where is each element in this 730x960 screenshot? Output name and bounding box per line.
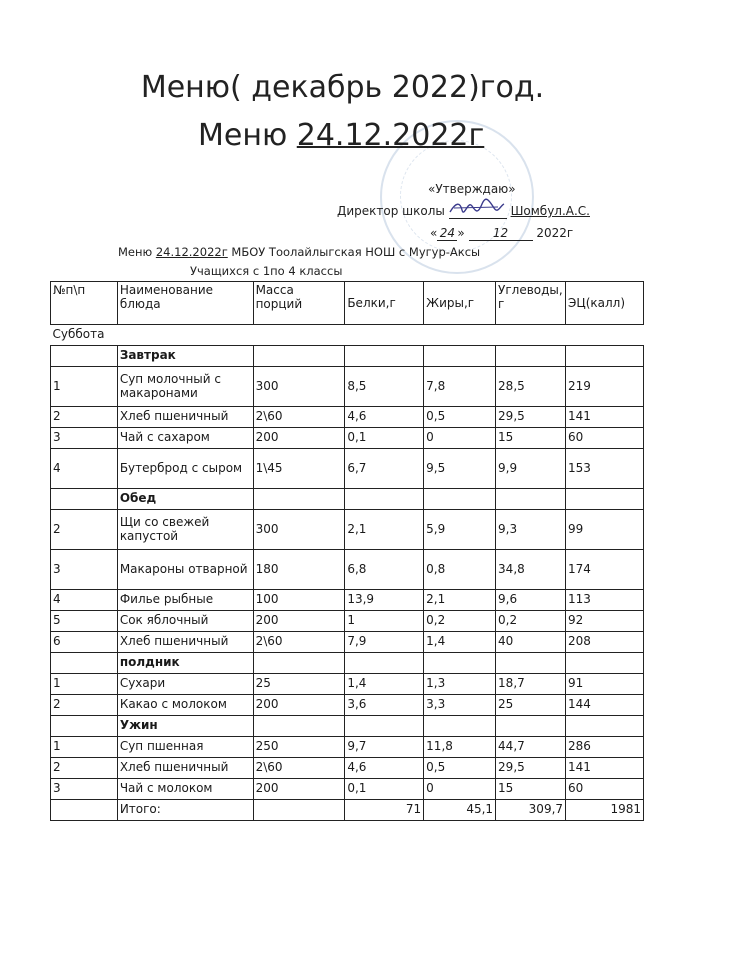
cell-kcal: 91 [566,674,644,695]
total-carb: 309,7 [496,800,566,821]
table-row [51,590,644,611]
empty-cell [566,346,644,367]
cell-dish: Щи со свежей капустой [117,510,253,550]
cell-kcal: 60 [566,428,644,449]
section-name: Ужин [117,716,253,737]
cell-number: 6 [51,632,118,653]
cell-carbs: 9,6 [496,590,566,611]
cell-kcal: 144 [566,695,644,716]
empty-cell [496,653,566,674]
approve-heading: «Утверждаю» [428,182,516,196]
cell-number: 5 [51,611,118,632]
cell-carbs: 0,2 [496,611,566,632]
empty-cell [51,346,118,367]
cell-number: 4 [51,590,118,611]
empty-cell [566,653,644,674]
cell-mass: 200 [253,428,345,449]
table-row [51,695,644,716]
cell-protein: 3,6 [345,695,424,716]
menu-date: 24.12.2022г [296,118,485,153]
empty-cell [345,489,424,510]
page-subtitle [198,118,484,153]
empty-cell [51,716,118,737]
cell-carbs: 15 [496,779,566,800]
table-row [51,449,644,489]
subheading-prefix: Меню [118,245,156,259]
cell-kcal: 174 [566,550,644,590]
director-name: Шомбул.А.С. [510,204,590,218]
table-row [51,550,644,590]
total-protein: 71 [345,800,424,821]
empty-cell [566,489,644,510]
cell-mass: 1\45 [253,449,345,489]
day-row [51,325,644,346]
cell-number: 2 [51,758,118,779]
cell-mass: 180 [253,550,345,590]
cell-protein: 9,7 [345,737,424,758]
cell-fat: 0,2 [424,611,496,632]
cell-carbs: 29,5 [496,407,566,428]
cell-protein: 6,8 [345,550,424,590]
cell-number: 1 [51,674,118,695]
day-label: Суббота [51,325,644,346]
cell-fat: 2,1 [424,590,496,611]
section-row [51,716,644,737]
cell-protein: 2,1 [345,510,424,550]
table-row [51,510,644,550]
cell-fat: 7,8 [424,367,496,407]
approve-date-line: « 24 » 12 2022г [430,226,574,240]
table-row [51,737,644,758]
section-row [51,489,644,510]
total-row [51,800,644,821]
cell-kcal: 60 [566,779,644,800]
cell-dish: Бутерброд с сыром [117,449,253,489]
cell-carbs: 44,7 [496,737,566,758]
table-row [51,407,644,428]
empty-cell [424,716,496,737]
total-kcal: 1981 [566,800,644,821]
table-row [51,758,644,779]
cell-fat: 11,8 [424,737,496,758]
table-row [51,674,644,695]
cell-kcal: 92 [566,611,644,632]
cell-mass: 2\60 [253,407,345,428]
col-header-number: №п\п [51,282,118,325]
cell-dish: Хлеб пшеничный [117,407,253,428]
cell-protein: 4,6 [345,407,424,428]
empty-cell [253,716,345,737]
cell-carbs: 9,9 [496,449,566,489]
director-label: Директор школы [337,204,445,218]
page-title: Меню( декабрь 2022)год. [140,70,545,105]
col-header-carbs: Углеводы, г [496,282,566,325]
cell-dish: Хлеб пшеничный [117,758,253,779]
table-row [51,611,644,632]
cell-dish: Суп молочный с макаронами [117,367,253,407]
empty-cell [424,489,496,510]
section-name: Обед [117,489,253,510]
section-row [51,346,644,367]
cell-fat: 0,5 [424,758,496,779]
empty-cell [51,653,118,674]
col-header-dish: Наименование блюда [117,282,253,325]
cell-kcal: 208 [566,632,644,653]
empty-cell [253,489,345,510]
cell-dish: Макароны отварной [117,550,253,590]
cell-fat: 1,3 [424,674,496,695]
cell-protein: 13,9 [345,590,424,611]
cell-kcal: 113 [566,590,644,611]
cell-fat: 0 [424,428,496,449]
cell-number: 1 [51,737,118,758]
cell-fat: 0,8 [424,550,496,590]
col-header-protein: Белки,г [345,282,424,325]
cell-protein: 0,1 [345,779,424,800]
subheading-school: МБОУ Тоолайлыгская НОШ с Мугур-Аксы [227,245,481,259]
empty-cell [496,489,566,510]
cell-mass: 100 [253,590,345,611]
approve-year: 2022г [536,226,574,240]
subheading-date: 24.12.2022г [155,245,228,259]
cell-carbs: 9,3 [496,510,566,550]
cell-mass: 250 [253,737,345,758]
menu-subheading [118,245,480,259]
cell-kcal: 99 [566,510,644,550]
cell-dish: Суп пшенная [117,737,253,758]
cell-dish: Хлеб пшеничный [117,632,253,653]
empty-cell [566,716,644,737]
empty-cell [253,346,345,367]
empty-cell [496,346,566,367]
cell-kcal: 286 [566,737,644,758]
table-row [51,779,644,800]
table-header-row [51,282,644,325]
cell-protein: 8,5 [345,367,424,407]
cell-fat: 1,4 [424,632,496,653]
cell-protein: 1 [345,611,424,632]
empty-cell [253,653,345,674]
cell-carbs: 28,5 [496,367,566,407]
col-header-kcal: ЭЦ(калл) [566,282,644,325]
cell-mass: 200 [253,695,345,716]
empty-cell [345,653,424,674]
empty-cell [496,716,566,737]
cell-number: 3 [51,550,118,590]
cell-number: 4 [51,449,118,489]
cell-protein: 1,4 [345,674,424,695]
empty-cell [51,489,118,510]
cell-carbs: 34,8 [496,550,566,590]
cell-mass: 25 [253,674,345,695]
cell-protein: 4,6 [345,758,424,779]
cell-protein: 6,7 [345,449,424,489]
cell-fat: 0 [424,779,496,800]
cell-protein: 0,1 [345,428,424,449]
cell-dish: Филье рыбные [117,590,253,611]
cell-dish: Чай с молоком [117,779,253,800]
table-row [51,428,644,449]
cell-fat: 0,5 [424,407,496,428]
signature-icon [448,198,506,218]
empty-cell [253,800,345,821]
section-row [51,653,644,674]
cell-mass: 300 [253,367,345,407]
cell-mass: 200 [253,611,345,632]
cell-number: 1 [51,367,118,407]
table-row [51,367,644,407]
cell-mass: 2\60 [253,632,345,653]
cell-mass: 2\60 [253,758,345,779]
empty-cell [345,716,424,737]
cell-number: 3 [51,779,118,800]
cell-dish: Сухари [117,674,253,695]
empty-cell [424,653,496,674]
cell-number: 3 [51,428,118,449]
empty-cell [51,800,118,821]
menu-table [50,281,644,821]
cell-number: 2 [51,407,118,428]
cell-mass: 200 [253,779,345,800]
cell-dish: Какао с молоком [117,695,253,716]
empty-cell [424,346,496,367]
table-row [51,632,644,653]
total-label: Итого: [117,800,253,821]
cell-number: 2 [51,510,118,550]
menu-table-body [51,325,644,821]
subtitle-prefix: Меню [198,118,297,153]
col-header-fat: Жиры,г [424,282,496,325]
approve-month: 12 [469,226,533,241]
cell-fat: 3,3 [424,695,496,716]
cell-mass: 300 [253,510,345,550]
empty-cell [345,346,424,367]
cell-dish: Чай с сахаром [117,428,253,449]
cell-kcal: 219 [566,367,644,407]
section-name: полдник [117,653,253,674]
section-name: Завтрак [117,346,253,367]
cell-carbs: 40 [496,632,566,653]
cell-protein: 7,9 [345,632,424,653]
total-fat: 45,1 [424,800,496,821]
col-header-mass: Масса порций [253,282,345,325]
cell-kcal: 153 [566,449,644,489]
cell-fat: 5,9 [424,510,496,550]
students-line: Учащихся с 1по 4 классы [190,264,343,278]
cell-carbs: 15 [496,428,566,449]
cell-dish: Сок яблочный [117,611,253,632]
cell-kcal: 141 [566,407,644,428]
cell-fat: 9,5 [424,449,496,489]
cell-carbs: 25 [496,695,566,716]
approve-day: 24 [437,226,457,241]
cell-kcal: 141 [566,758,644,779]
cell-carbs: 18,7 [496,674,566,695]
cell-carbs: 29,5 [496,758,566,779]
cell-number: 2 [51,695,118,716]
